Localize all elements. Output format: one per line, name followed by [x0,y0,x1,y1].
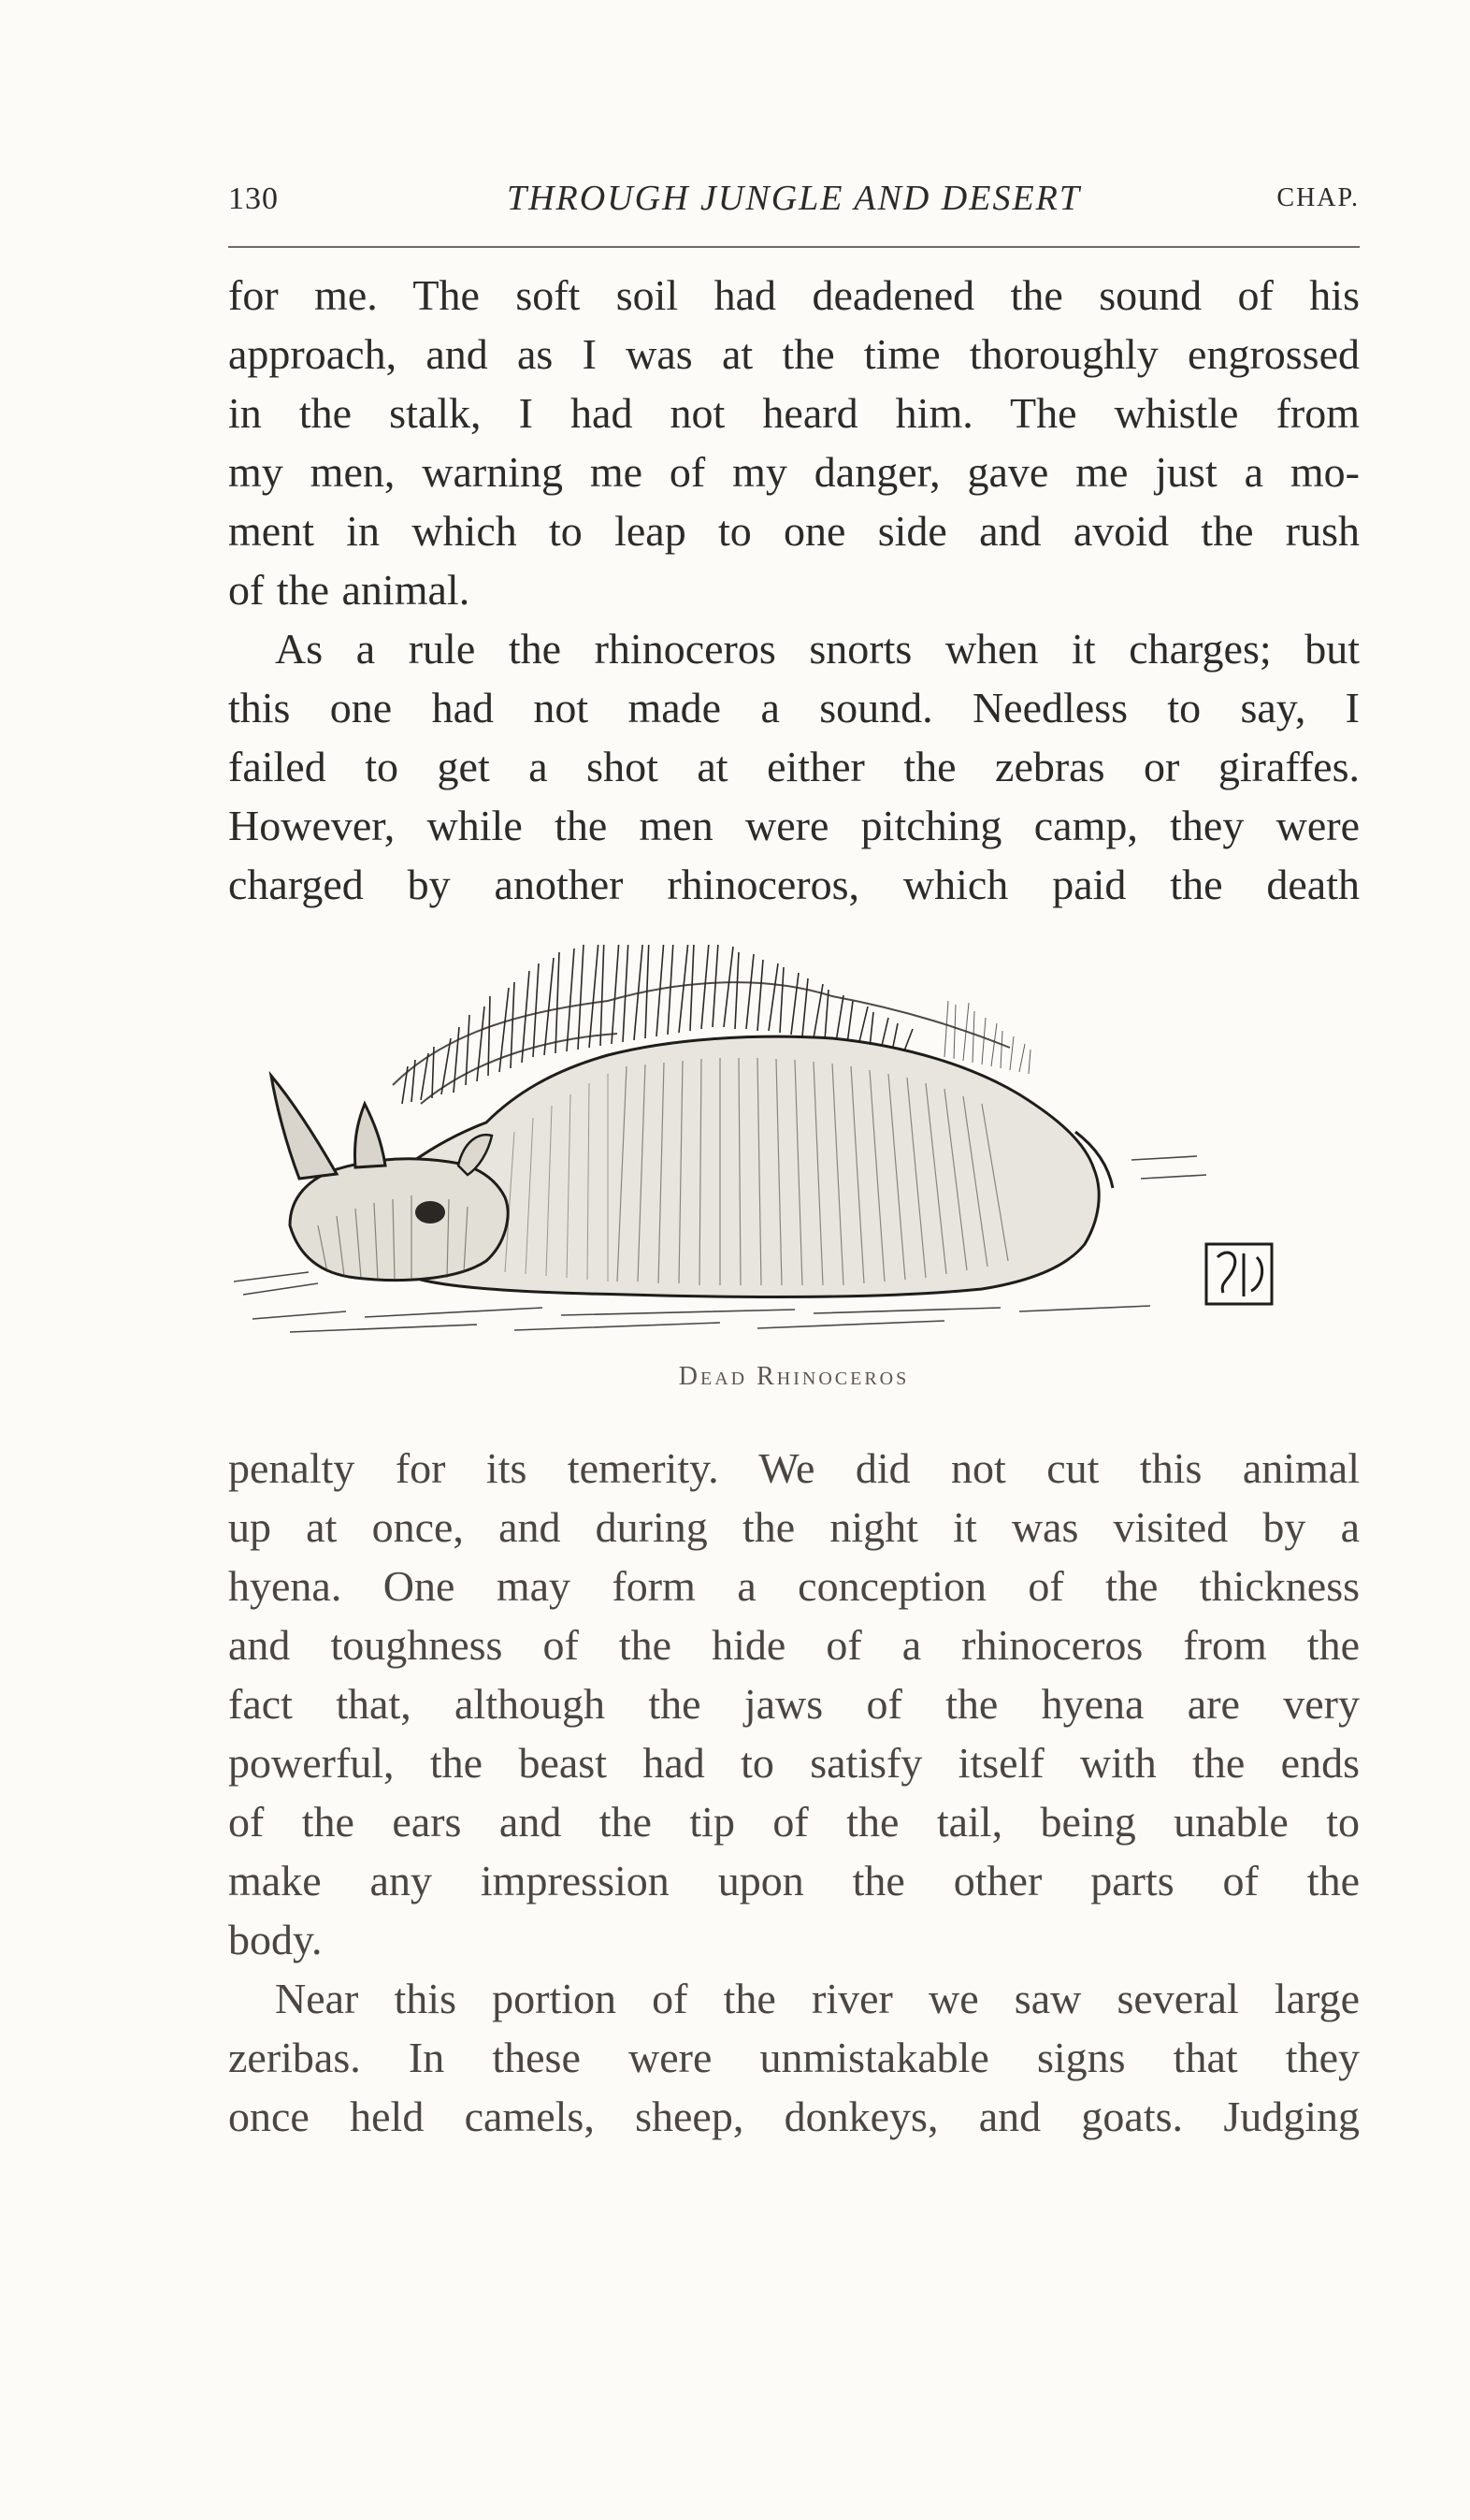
text-line: this one had not made a sound. Needless to say, I [228,684,1360,731]
text-line: of the ears and the tip of the tail, being unable to [228,1798,1360,1846]
text-line: As a rule the rhinoceros snorts when it charges; but [275,625,1360,673]
text-line: fact that, although the jaws of the hyena are very [228,1680,1360,1728]
text-line: Near this portion of the river we saw several large [275,1975,1360,2022]
text-line: and toughness of the hide of a rhinoceros from the [228,1621,1360,1669]
chapter-label: CHAP. [1276,183,1360,212]
text-line: approach, and as I was at the time thoroughly engrossed [228,330,1360,378]
page-number: 130 [228,181,279,216]
upper-text-block [228,266,1360,914]
header-rule [228,246,1360,248]
running-title: THROUGH JUNGLE AND DESERT [506,179,1082,218]
rhinoceros-illustration [234,945,1356,1356]
text-line: powerful, the beast had to satisfy itself with the ends [228,1739,1360,1787]
text-line: charged by another rhinoceros, which paid the death [228,861,1360,908]
text-line: make any impression upon the other parts of the [228,1857,1360,1904]
illustration-caption: Dead Rhinoceros [678,1362,910,1391]
text-line: of the animal. [228,566,470,614]
text-line: ment in which to leap to one side and avoid the rush [228,507,1360,555]
text-line: body. [228,1916,323,1963]
lower-text-block [228,1439,1360,2146]
text-line: However, while the men were pitching camp, they were [228,802,1360,849]
running-head [228,174,1360,226]
text-line: once held camels, sheep, donkeys, and goats. Judging [228,2093,1360,2140]
text-line: my men, warning me of my danger, gave me just a mo- [228,448,1360,496]
text-line: for me. The soft soil had deadened the sound of his [228,271,1360,319]
text-line: penalty for its temerity. We did not cut this animal [228,1444,1360,1492]
text-line: in the stalk, I had not heard him. The whistle from [228,389,1360,437]
text-line: zeribas. In these were unmistakable signs that they [228,2034,1360,2081]
text-line: failed to get a shot at either the zebras or giraffes. [228,743,1360,790]
text-line: hyena. One may form a conception of the thickness [228,1562,1360,1610]
text-line: up at once, and during the night it was visited by a [228,1503,1360,1551]
